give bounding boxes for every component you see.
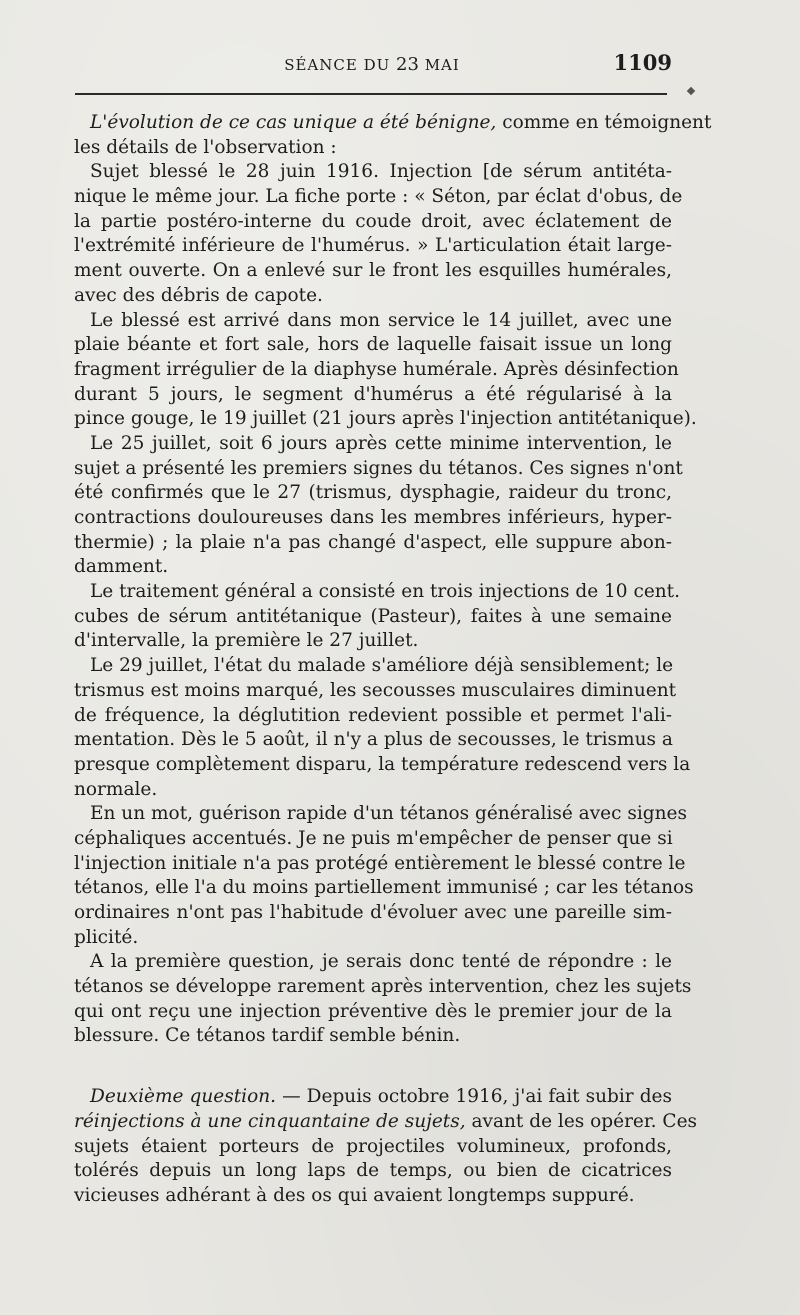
text-line: thermie) ; la plaie n'a pas changé d'aspect, elle suppure abon-	[74, 531, 672, 553]
text-line: presque complètement disparu, la température redescend vers la	[74, 753, 691, 775]
text-line	[74, 1110, 698, 1135]
text-line: tolérés depuis un long laps de temps, ou bien de cicatrices	[74, 1160, 672, 1182]
italic-phrase: réinjections à une cinquantaine de sujets,	[74, 1110, 466, 1132]
italic-phrase: L'évolution de ce cas unique a été bénigne,	[90, 112, 497, 133]
text-line: céphaliques accentués. Je ne puis m'empêcher de penser que si	[74, 827, 673, 849]
text-line: Le traitement général a consisté en trois injections de 10 cent.	[90, 581, 680, 603]
text-line: A la première question, je serais donc tenté de répondre : le	[90, 951, 672, 973]
text-line: contractions douloureuses dans les membres inférieurs, hyper-	[74, 507, 672, 528]
text-line: Le 29 juillet, l'état du malade s'améliore déjà sensiblement; le	[90, 655, 674, 677]
text-line: nique le même jour. La fiche porte : « Séton, par éclat d'obus, de	[74, 186, 683, 208]
text-line: tétanos se développe rarement après intervention, chez les sujets	[74, 976, 692, 998]
text-line: damment.	[74, 556, 169, 578]
running-title-prefix: SÉANCE DU	[284, 56, 397, 74]
text-line: trismus est moins marqué, les secousses musculaires diminuent	[74, 679, 677, 701]
running-title-date: 23	[396, 54, 419, 75]
text-line	[74, 111, 712, 136]
text-line: qui ont reçu une injection préventive dès le premier jour de la	[74, 1000, 672, 1022]
text-line: plaie béante et fort sale, hors de laquelle faisait issue un long	[74, 334, 672, 356]
running-title	[72, 54, 672, 75]
text-line: été confirmés que le 27 (trismus, dysphagie, raideur du tronc,	[74, 482, 672, 504]
text-line: de fréquence, la déglutition redevient possible et permet l'ali-	[74, 704, 672, 726]
text-line: ordinaires n'ont pas l'habitude d'évoluer avec une pareille sim-	[74, 902, 672, 923]
text-line	[74, 1085, 672, 1110]
text-line: vicieuses adhérant à des os qui avaient longtemps suppuré.	[74, 1184, 635, 1206]
text-fragment: avant de les opérer. Ces	[465, 1110, 698, 1132]
text-line: plicité.	[74, 926, 139, 948]
text-line: blessure. Ce tétanos tardif semble bénin.	[74, 1025, 461, 1047]
text-line: d'intervalle, la première le 27 juillet.	[74, 630, 419, 652]
text-line: les détails de l'observation :	[74, 136, 337, 158]
text-fragment: comme en témoignent	[496, 112, 712, 133]
text-line: fragment irrégulier de la diaphyse humérale. Après désinfection	[74, 358, 679, 380]
text-line: Le 25 juillet, soit 6 jours après cette minime intervention, le	[90, 432, 672, 454]
text-line: durant 5 jours, le segment d'humérus a été régularisé à la	[74, 383, 672, 405]
text-line: normale.	[74, 778, 158, 800]
text-line: avec des débris de capote.	[74, 284, 323, 306]
text-line: Le blessé est arrivé dans mon service le 14 juillet, avec une	[90, 309, 672, 331]
text-line: mentation. Dès le 5 août, il n'y a plus de secousses, le trismus a	[74, 729, 673, 751]
text-line: cubes de sérum antitétanique (Pasteur), faites à une semaine	[74, 605, 672, 627]
ornament-dot	[687, 87, 695, 95]
text-line: Sujet blessé le 28 juin 1916. Injection [de sérum antitéta-	[90, 161, 672, 183]
text-line: En un mot, guérison rapide d'un tétanos généralisé avec signes	[90, 803, 687, 825]
text-line: sujets étaient porteurs de projectiles volumineux, profonds,	[74, 1135, 672, 1157]
text-line: l'extrémité inférieure de l'humérus. » L'articulation était large-	[74, 235, 672, 257]
text-line: pince gouge, le 19 juillet (21 jours après l'injection antitétanique).	[74, 408, 697, 430]
running-title-suffix: MAI	[418, 56, 460, 74]
text-fragment: — Depuis octobre 1916, j'ai fait subir des	[276, 1086, 672, 1108]
section-gap	[74, 1049, 672, 1085]
page-number: 1109	[613, 50, 672, 75]
text-line: sujet a présenté les premiers signes du tétanos. Ces signes n'ont	[74, 457, 683, 479]
text-line: tétanos, elle l'a du moins partiellement immunisé ; car les tétanos	[74, 877, 694, 899]
running-head	[72, 50, 672, 80]
header-rule	[75, 93, 667, 95]
text-line: l'injection initiale n'a pas protégé entièrement le blessé contre le	[74, 852, 686, 874]
italic-phrase: Deuxième question.	[90, 1086, 277, 1108]
text-line: la partie postéro-interne du coude droit, avec éclatement de	[74, 210, 672, 232]
body-text	[74, 111, 712, 1209]
text-line: ment ouverte. On a enlevé sur le front les esquilles humérales,	[74, 260, 672, 282]
